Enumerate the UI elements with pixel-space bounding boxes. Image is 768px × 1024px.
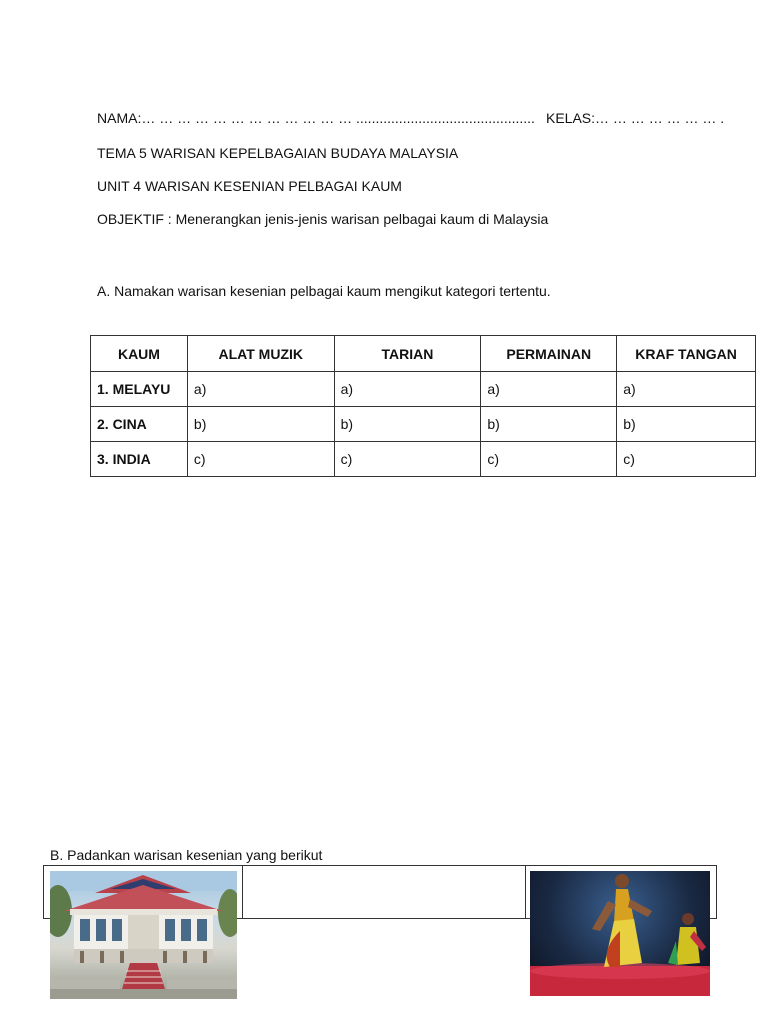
matching-divider	[242, 866, 243, 918]
unit-heading: UNIT 4 WARISAN KESENIAN PELBAGAI KAUM	[97, 178, 402, 194]
row-label: 2. CINA	[91, 407, 188, 442]
answer-cell[interactable]: b)	[617, 407, 756, 442]
section-a-instruction: A. Namakan warisan kesenian pelbagai kaum mengikut kategori tertentu.	[97, 283, 551, 299]
table-row	[91, 372, 756, 407]
row-label: 3. INDIA	[91, 442, 188, 477]
answer-cell[interactable]: a)	[334, 372, 481, 407]
table-row	[91, 442, 756, 477]
house-illustration	[50, 871, 237, 999]
answer-cell[interactable]: a)	[481, 372, 617, 407]
traditional-house-photo	[50, 871, 237, 999]
section-b-instruction: B. Padankan warisan kesenian yang berikut	[50, 847, 323, 863]
column-header-kaum: KAUM	[91, 336, 188, 372]
answer-cell[interactable]: a)	[617, 372, 756, 407]
answer-cell[interactable]: b)	[334, 407, 481, 442]
category-table	[90, 335, 756, 477]
dance-performance-photo	[530, 871, 710, 996]
row-label: 1. MELAYU	[91, 372, 188, 407]
answer-cell[interactable]: b)	[187, 407, 334, 442]
objektif-text: OBJEKTIF : Menerangkan jenis-jenis warisan pelbagai kaum di Malaysia	[97, 211, 549, 227]
answer-cell[interactable]: b)	[481, 407, 617, 442]
matching-divider	[525, 866, 526, 918]
answer-cell[interactable]: c)	[187, 442, 334, 477]
answer-cell[interactable]: c)	[617, 442, 756, 477]
tema-heading: TEMA 5 WARISAN KEPELBAGAIAN BUDAYA MALAYSIA	[97, 145, 459, 161]
column-header-alat-muzik: ALAT MUZIK	[187, 336, 334, 372]
nama-field: NAMA:… … … … … … … … … … … … ..............................................	[97, 110, 535, 126]
column-header-tarian: TARIAN	[334, 336, 481, 372]
dance-illustration	[530, 871, 710, 996]
answer-cell[interactable]: a)	[187, 372, 334, 407]
column-header-permainan: PERMAINAN	[481, 336, 617, 372]
table-row	[91, 407, 756, 442]
answer-cell[interactable]: c)	[334, 442, 481, 477]
kelas-field: KELAS:… … … … … … … .	[546, 110, 725, 126]
column-header-kraf-tangan: KRAF TANGAN	[617, 336, 756, 372]
answer-cell[interactable]: c)	[481, 442, 617, 477]
table-header-row	[91, 336, 756, 372]
